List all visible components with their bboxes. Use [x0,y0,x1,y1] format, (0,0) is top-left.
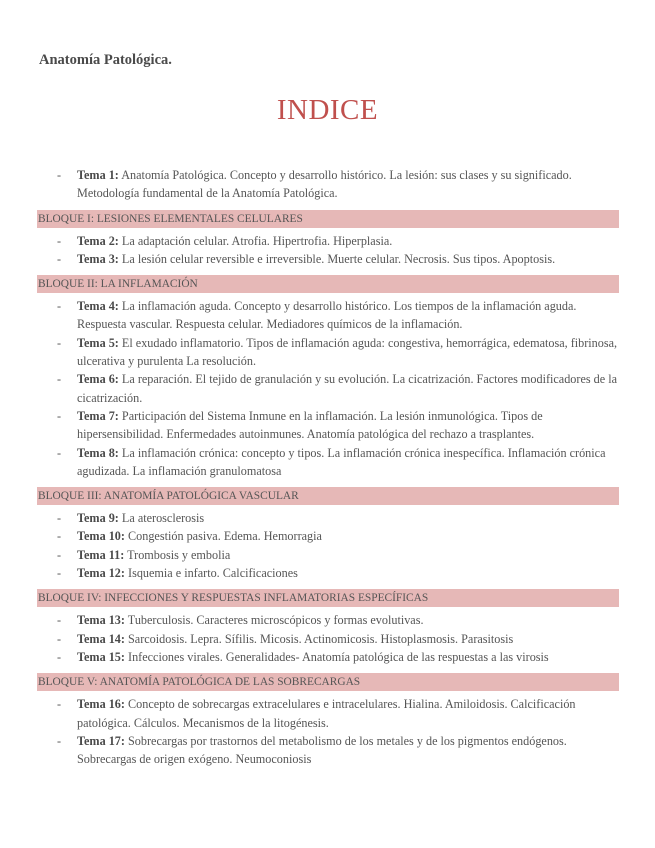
topic-list [37,232,619,269]
dash-bullet: - [57,613,62,628]
topic-label: Tema 4: [77,299,119,314]
topic-text: Sarcoidosis. Lepra. Sífilis. Micosis. Actinomicosis. Histoplasmosis. Parasitosis [128,631,514,646]
dash-bullet: - [57,233,62,248]
bloque-section [37,589,619,666]
dash-bullet: - [57,529,62,544]
topic-list [37,611,619,666]
topic-text: Tuberculosis. Caracteres microscópicos y formas evolutivas. [127,613,424,628]
topic-label: Tema 15: [77,649,125,664]
bloque-heading: BLOQUE III: ANATOMÍA PATOLÓGICA VASCULAR [37,487,619,505]
topic-text: La reparación. El tejido de granulación y su evolución. La cicatrización. Factores modificadores de la cicatrización. [77,372,618,405]
topic-item [37,527,619,545]
topic-label: Tema 9: [77,511,119,526]
dash-bullet: - [57,566,62,581]
topic-item [37,166,619,203]
bloque-section [37,275,619,480]
topic-item [37,232,619,250]
topic-label: Tema 5: [77,335,119,350]
topic-text: Congestión pasiva. Edema. Hemorragia [128,529,322,544]
topic-item [37,611,619,629]
dash-bullet: - [57,408,62,423]
topic-label: Tema 6: [77,372,119,387]
topic-list [37,297,619,480]
bloque-section [37,210,619,269]
dash-bullet: - [57,733,62,748]
bloque-heading: BLOQUE V: ANATOMÍA PATOLÓGICA DE LAS SOBRECARGAS [37,673,619,691]
topic-label: Tema 3: [77,251,119,266]
topic-item [37,648,619,666]
topic-text: La lesión celular reversible e irreversible. Muerte celular. Necrosis. Sus tipos. Apoptosis. [121,251,556,266]
topic-text: El exudado inflamatorio. Tipos de inflamación aguda: congestiva, hemorrágica, edematosa, fibrinosa, ulcerativa y purulenta La resolución. [77,335,618,369]
topic-label: Tema 1: [77,168,119,182]
topic-list [37,695,619,768]
topic-label: Tema 12: [77,566,125,581]
topic-item [37,444,619,481]
dash-bullet: - [57,335,62,350]
dash-bullet: - [57,649,62,664]
bloque-section [37,673,619,768]
dash-bullet: - [57,697,62,712]
topic-label: Tema 13: [77,613,125,628]
topic-item [37,564,619,582]
dash-bullet: - [57,511,62,526]
dash-bullet: - [57,372,62,387]
bloque-heading: BLOQUE II: LA INFLAMACIÓN [37,275,619,293]
topic-item [37,250,619,268]
topic-item [37,297,619,334]
dash-bullet: - [57,547,62,562]
topic-item [37,630,619,648]
dash-bullet: - [57,631,62,646]
topic-label: Tema 16: [77,697,125,712]
dash-bullet: - [57,251,62,266]
topic-text: Trombosis y embolia [127,547,231,562]
dash-bullet: - [57,168,62,182]
topic-text: Infecciones virales. Generalidades- Anatomía patológica de las respuestas a las virosis [128,649,549,664]
intro-topic-list [37,166,619,203]
topic-text: Sobrecargas por trastornos del metabolismo de los metales y de los pigmentos endógenos. Sobrecargas de origen exógeno. Neumoconiosis [77,733,567,767]
topic-text: La inflamación aguda. Concepto y desarrollo histórico. Los tiempos de la inflamación aguda. Respuesta vascular. Respuesta celular. Mediadores químicos de la inflamación. [77,299,577,332]
topic-item [37,334,619,371]
topic-text: La aterosclerosis [121,511,205,526]
topic-label: Tema 7: [77,408,119,423]
topic-label: Tema 11: [77,547,125,562]
topic-text: Concepto de sobrecargas extracelulares e intracelulares. Hialina. Amiloidosis. Calcificación patológica. Cálculos. Mecanismos de la litogénesis. [77,697,576,730]
bloque-heading: BLOQUE IV: INFECCIONES Y RESPUESTAS INFLAMATORIAS ESPECÍFICAS [37,589,619,607]
topic-item [37,695,619,732]
topic-text: La inflamación crónica: concepto y tipos. La inflamación crónica inespecífica. Inflamación crónica agudizada. La inflamación granulomatosa [77,445,606,478]
topic-text: Isquemia e infarto. Calcificaciones [128,566,298,581]
topic-item [37,509,619,527]
topic-text: Participación del Sistema Inmune en la inflamación. La lesión inmunológica. Tipos de hipersensibilidad. Enfermedades autoinmunes. Anatomía patológica del rechazo a trasplantes. [77,408,543,442]
topic-text: La adaptación celular. Atrofia. Hipertrofia. Hiperplasia. [121,233,393,248]
topic-item [37,546,619,564]
topic-label: Tema 14: [77,631,125,646]
page-title: INDICE [276,94,379,126]
index-content [37,166,619,768]
bloque-heading: BLOQUE I: LESIONES ELEMENTALES CELULARES [37,210,619,228]
topic-label: Tema 17: [77,733,125,748]
topic-item [37,370,619,407]
topic-list [37,509,619,582]
topic-text: Anatomía Patológica. Concepto y desarrollo histórico. La lesión: sus clases y su significado. Metodología fundamental de la Anatomía Patológica. [77,168,572,201]
topic-label: Tema 10: [77,529,125,544]
dash-bullet: - [57,299,62,314]
topic-label: Tema 2: [77,233,119,248]
document-subject: Anatomía Patológica. [39,52,172,68]
topic-item [37,732,619,769]
bloque-section [37,487,619,582]
dash-bullet: - [57,445,62,460]
topic-label: Tema 8: [77,445,119,460]
topic-item [37,407,619,444]
